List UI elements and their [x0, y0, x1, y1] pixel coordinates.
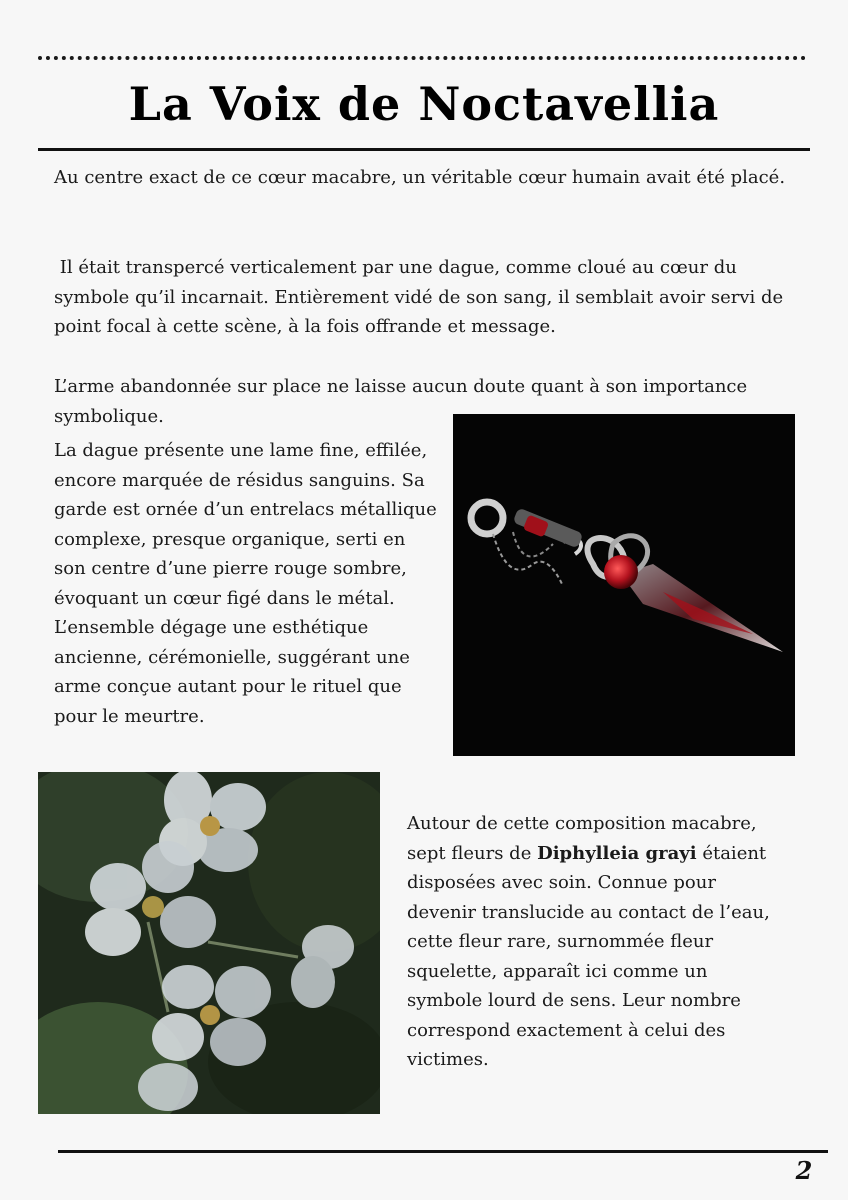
dagger-illustration — [453, 414, 795, 756]
paragraph-flowers-text-start: Autour de cette composition macabre, sept fleurs de — [407, 813, 763, 864]
article-paragraph-dagger: La dague présente une lame fine, effilée, encore marquée de résidus sanguins. Sa garde est ornée d’un entrelacs métallique complexe, presque organique, serti en son centre d’une pierre rouge sombre, évoquant un cœur figé dans le métal. L’ensemble dégage une esthétique ancienne, cérémonielle, suggérant une arme conçue autant pour le rituel que pour le meurtre. — [54, 440, 443, 727]
masthead-divider — [38, 148, 810, 151]
masthead-title: La Voix de Noctavellia — [128, 77, 720, 131]
footer-divider — [58, 1150, 828, 1153]
page-number: 2 — [795, 1156, 813, 1185]
article-paragraph-2: Il était transpercé verticalement par une dague, comme cloué au cœur du symbole qu’il incarnait. Entièrement vidé de son sang, il semblait avoir servi de point focal à cette scène, à la fois offrande et message. — [54, 257, 789, 337]
flower-photo — [38, 772, 380, 1114]
article-paragraph-1: Au centre exact de ce cœur macabre, un véritable cœur humain avait été placé. — [54, 167, 786, 188]
paragraph-flowers-text-end: étaient disposées avec soin. Connue pour devenir translucide au contact de l’eau, cette fleur rare, surnommée fleur squelette, apparaît ici comme un symbole lourd de sens. Leur nombre correspond exactement à celui des victimes. — [407, 842, 776, 1070]
top-dotted-divider — [38, 56, 806, 60]
flowers-illustration — [38, 772, 380, 1114]
dagger-photo — [453, 414, 795, 756]
article-paragraph-3: L’arme abandonnée sur place ne laisse aucun doute quant à son importance symbolique. — [54, 376, 753, 427]
species-name: Diphylleia grayi — [537, 842, 697, 864]
article-paragraph-flowers — [407, 809, 787, 1075]
